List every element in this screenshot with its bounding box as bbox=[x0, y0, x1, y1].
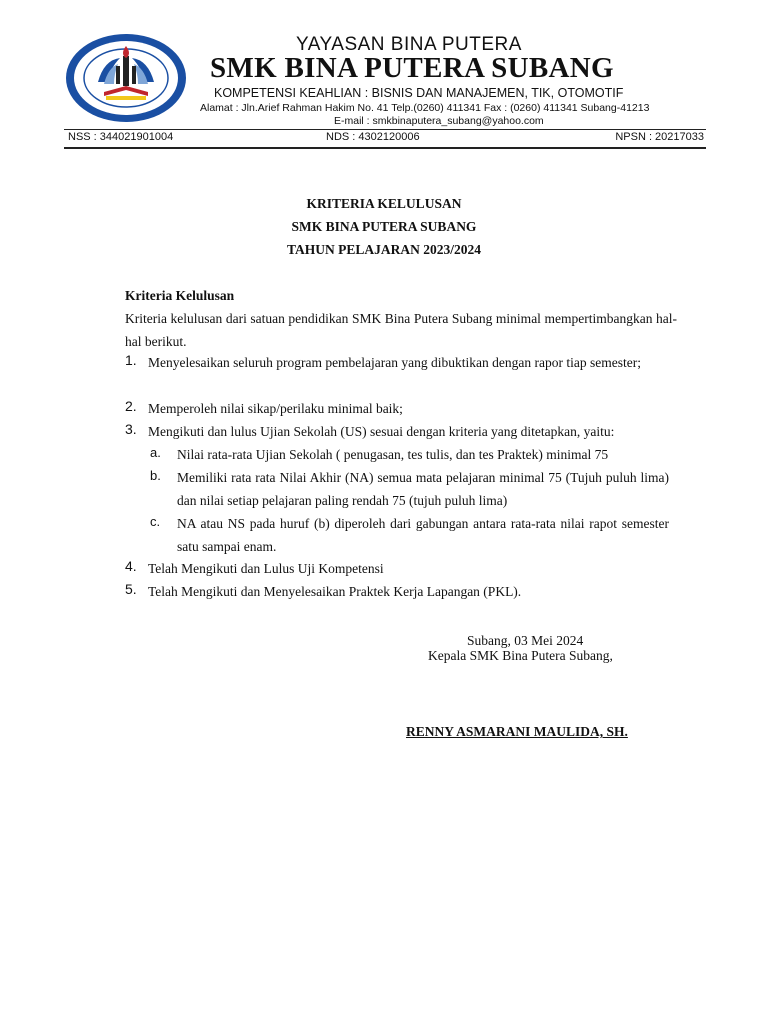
nds-number: NDS : 4302120006 bbox=[326, 131, 420, 143]
item-number: 2. bbox=[125, 398, 137, 414]
competencies: KOMPETENSI KEAHLIAN : BISNIS DAN MANAJEMEN, TIK, OTOMOTIF bbox=[214, 86, 624, 100]
school-name: SMK BINA PUTERA SUBANG bbox=[210, 52, 614, 84]
npsn-number: NPSN : 20217033 bbox=[615, 131, 704, 143]
nss-number: NSS : 344021901004 bbox=[68, 131, 174, 143]
document-title-1: KRITERIA KELULUSAN bbox=[306, 196, 462, 211]
item-number: 4. bbox=[125, 558, 137, 574]
letterhead-text-block bbox=[196, 0, 716, 130]
criteria-item: Mengikuti dan lulus Ujian Sekolah (US) sesuai dengan kriteria yang ditetapkan, yaitu: bbox=[148, 424, 615, 439]
email: E-mail : smkbinaputera_subang@yahoo.com bbox=[334, 115, 544, 127]
subitem-letter: b. bbox=[150, 468, 161, 483]
signature-place-date: Subang, 03 Mei 2024 bbox=[467, 633, 584, 648]
header-rule-bottom bbox=[64, 147, 706, 149]
criteria-item: Memperoleh nilai sikap/perilaku minimal baik; bbox=[148, 401, 403, 416]
criteria-subitem: Nilai rata-rata Ujian Sekolah ( penugasan, tes tulis, dan tes Praktek) minimal 75 bbox=[177, 447, 609, 462]
signer-name: RENNY ASMARANI MAULIDA, SH. bbox=[406, 724, 628, 739]
signature-position: Kepala SMK Bina Putera Subang, bbox=[428, 648, 613, 663]
item-number: 1. bbox=[125, 352, 137, 368]
criteria-item: Menyelesaikan seluruh program pembelajaran yang dibuktikan dengan rapor tiap semester; bbox=[148, 355, 641, 370]
id-numbers-row bbox=[64, 131, 706, 145]
document-title-2: SMK BINA PUTERA SUBANG bbox=[291, 219, 477, 234]
header-rule-top bbox=[64, 129, 706, 130]
subitem-letter: a. bbox=[150, 445, 161, 460]
school-logo bbox=[64, 32, 188, 124]
subitem-letter: c. bbox=[150, 514, 161, 529]
item-number: 3. bbox=[125, 421, 137, 437]
address: Alamat : Jln.Arief Rahman Hakim No. 41 Telp.(0260) 411341 Fax : (0260) 411341 Subang-41213 bbox=[200, 102, 650, 114]
letterhead bbox=[0, 0, 768, 150]
item-number: 5. bbox=[125, 581, 137, 597]
criteria-subitem: NA atau NS pada huruf (b) diperoleh dari gabungan antara rata-rata nilai rapot semester satu sampai enam. bbox=[177, 516, 669, 554]
criteria-item: Telah Mengikuti dan Menyelesaikan Praktek Kerja Lapangan (PKL). bbox=[148, 584, 522, 599]
criteria-item: Telah Mengikuti dan Lulus Uji Kompetensi bbox=[148, 561, 384, 576]
intro-paragraph: Kriteria kelulusan dari satuan pendidikan SMK Bina Putera Subang minimal mempertimbangkan hal-hal berikut. bbox=[125, 311, 677, 349]
section-heading: Kriteria Kelulusan bbox=[125, 288, 235, 303]
document-title-3: TAHUN PELAJARAN 2023/2024 bbox=[286, 242, 481, 257]
criteria-subitem: Memiliki rata rata Nilai Akhir (NA) semua mata pelajaran minimal 75 (Tujuh puluh lima) dan nilai setiap pelajaran paling rendah 75 (tujuh puluh lima) bbox=[177, 470, 669, 508]
foundation-name: YAYASAN BINA PUTERA bbox=[296, 34, 522, 55]
